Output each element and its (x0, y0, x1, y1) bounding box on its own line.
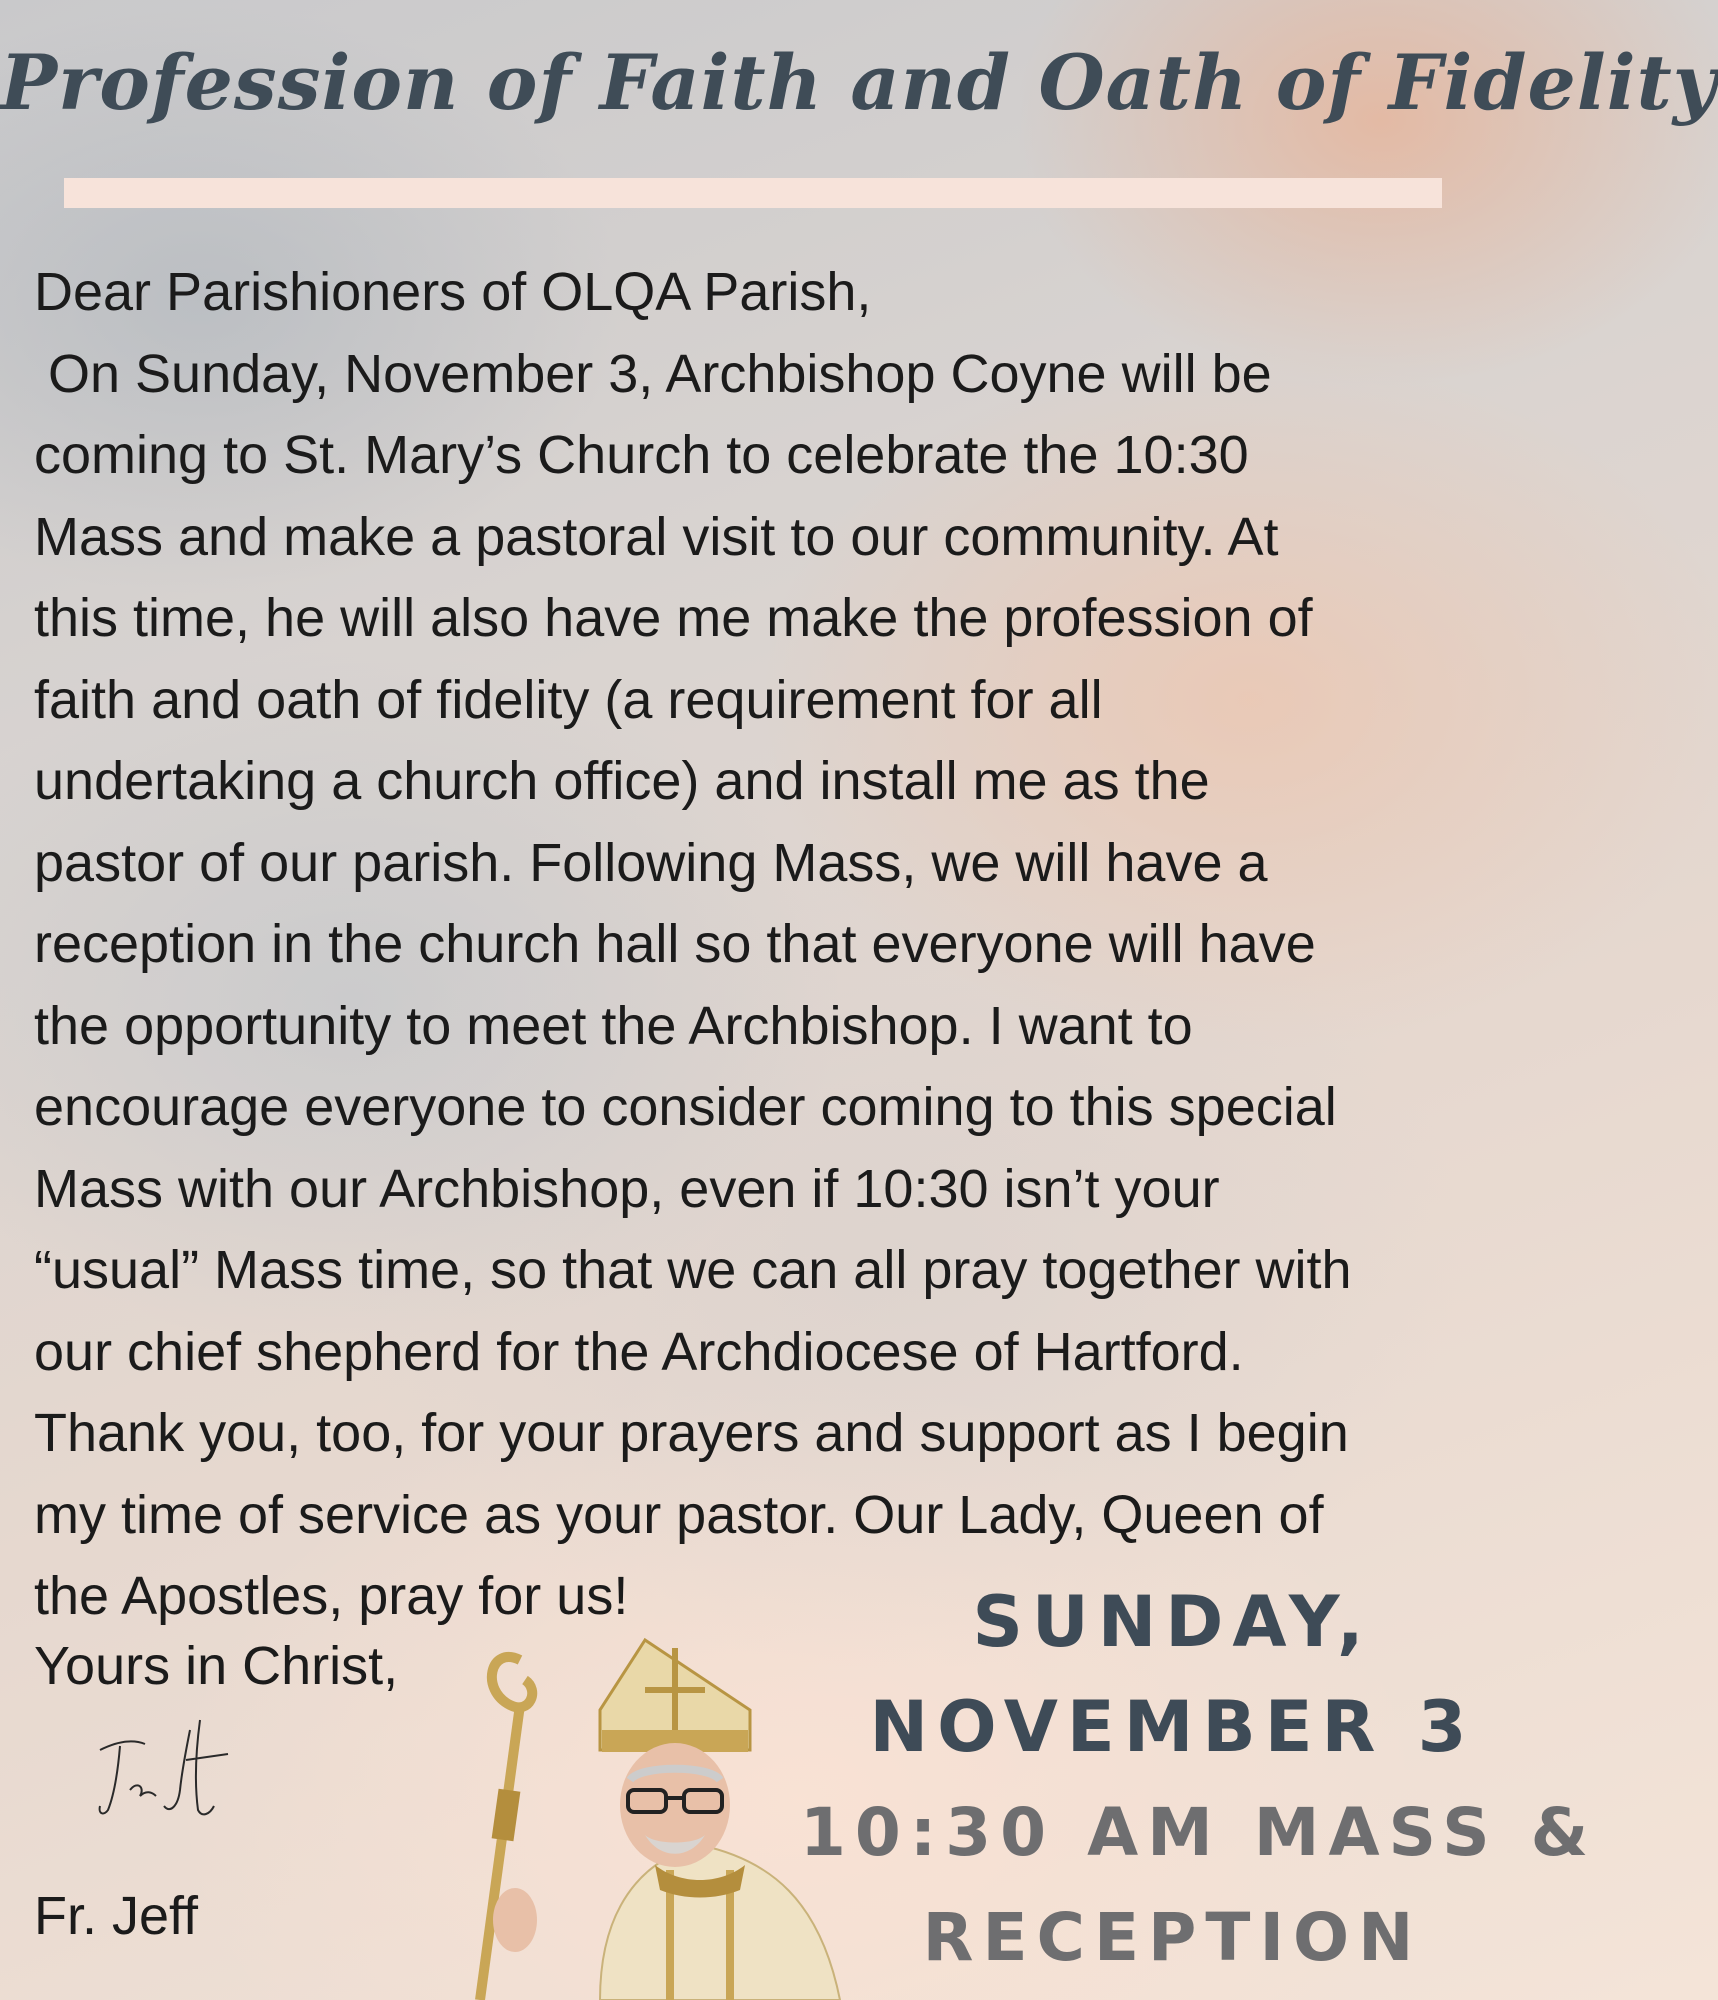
letter-line: our chief shepherd for the Archdiocese of Hartford. (34, 1321, 1244, 1382)
letter-line: Thank you, too, for your prayers and support as I begin (34, 1403, 1349, 1463)
letter-line: On Sunday, November 3, Archbishop Coyne will be (48, 343, 1272, 404)
event-time: 10:30 AM MASS & (800, 1794, 1598, 1871)
letter-line: “usual” Mass time, so that we can all pray together with (34, 1240, 1352, 1300)
letter-closing: Yours in Christ, (34, 1636, 399, 1696)
letter-body (34, 252, 1514, 1638)
letter-line: the opportunity to meet the Archbishop. I want to (34, 995, 1193, 1056)
event-reception: RECEPTION (922, 1899, 1423, 1976)
event-details (800, 1570, 1598, 1990)
letter-line: coming to St. Mary’s Church to celebrate the 10:30 (34, 425, 1249, 485)
letter-line: pastor of our parish. Following Mass, we will have a (34, 832, 1268, 893)
letter-line: this time, he will also have me make the profession of (34, 588, 1313, 648)
letter-line: undertaking a church office) and install me as the (34, 751, 1210, 811)
letter-salutation: Dear Parishioners of OLQA Parish, (34, 262, 872, 322)
letter-line: encourage everyone to consider coming to this special (34, 1077, 1337, 1137)
event-day: SUNDAY, (972, 1581, 1373, 1663)
title-underline-bar (64, 178, 1442, 208)
letter-line: faith and oath of fidelity (a requirement for all (34, 669, 1103, 730)
page-title: Profession of Faith and Oath of Fidelity (0, 38, 1718, 127)
handwritten-signature (90, 1710, 250, 1830)
letter-line: Mass with our Archbishop, even if 10:30 isn’t your (34, 1158, 1220, 1219)
event-date: NOVEMBER 3 (869, 1686, 1476, 1768)
letter-line: reception in the church hall so that everyone will have (34, 914, 1316, 974)
letter-line: Mass and make a pastoral visit to our community. At (34, 506, 1279, 567)
letter-signoff: Fr. Jeff (34, 1886, 199, 1946)
letter-line: my time of service as your pastor. Our Lady, Queen of (34, 1484, 1324, 1545)
letter-line: the Apostles, pray for us! (34, 1566, 629, 1626)
